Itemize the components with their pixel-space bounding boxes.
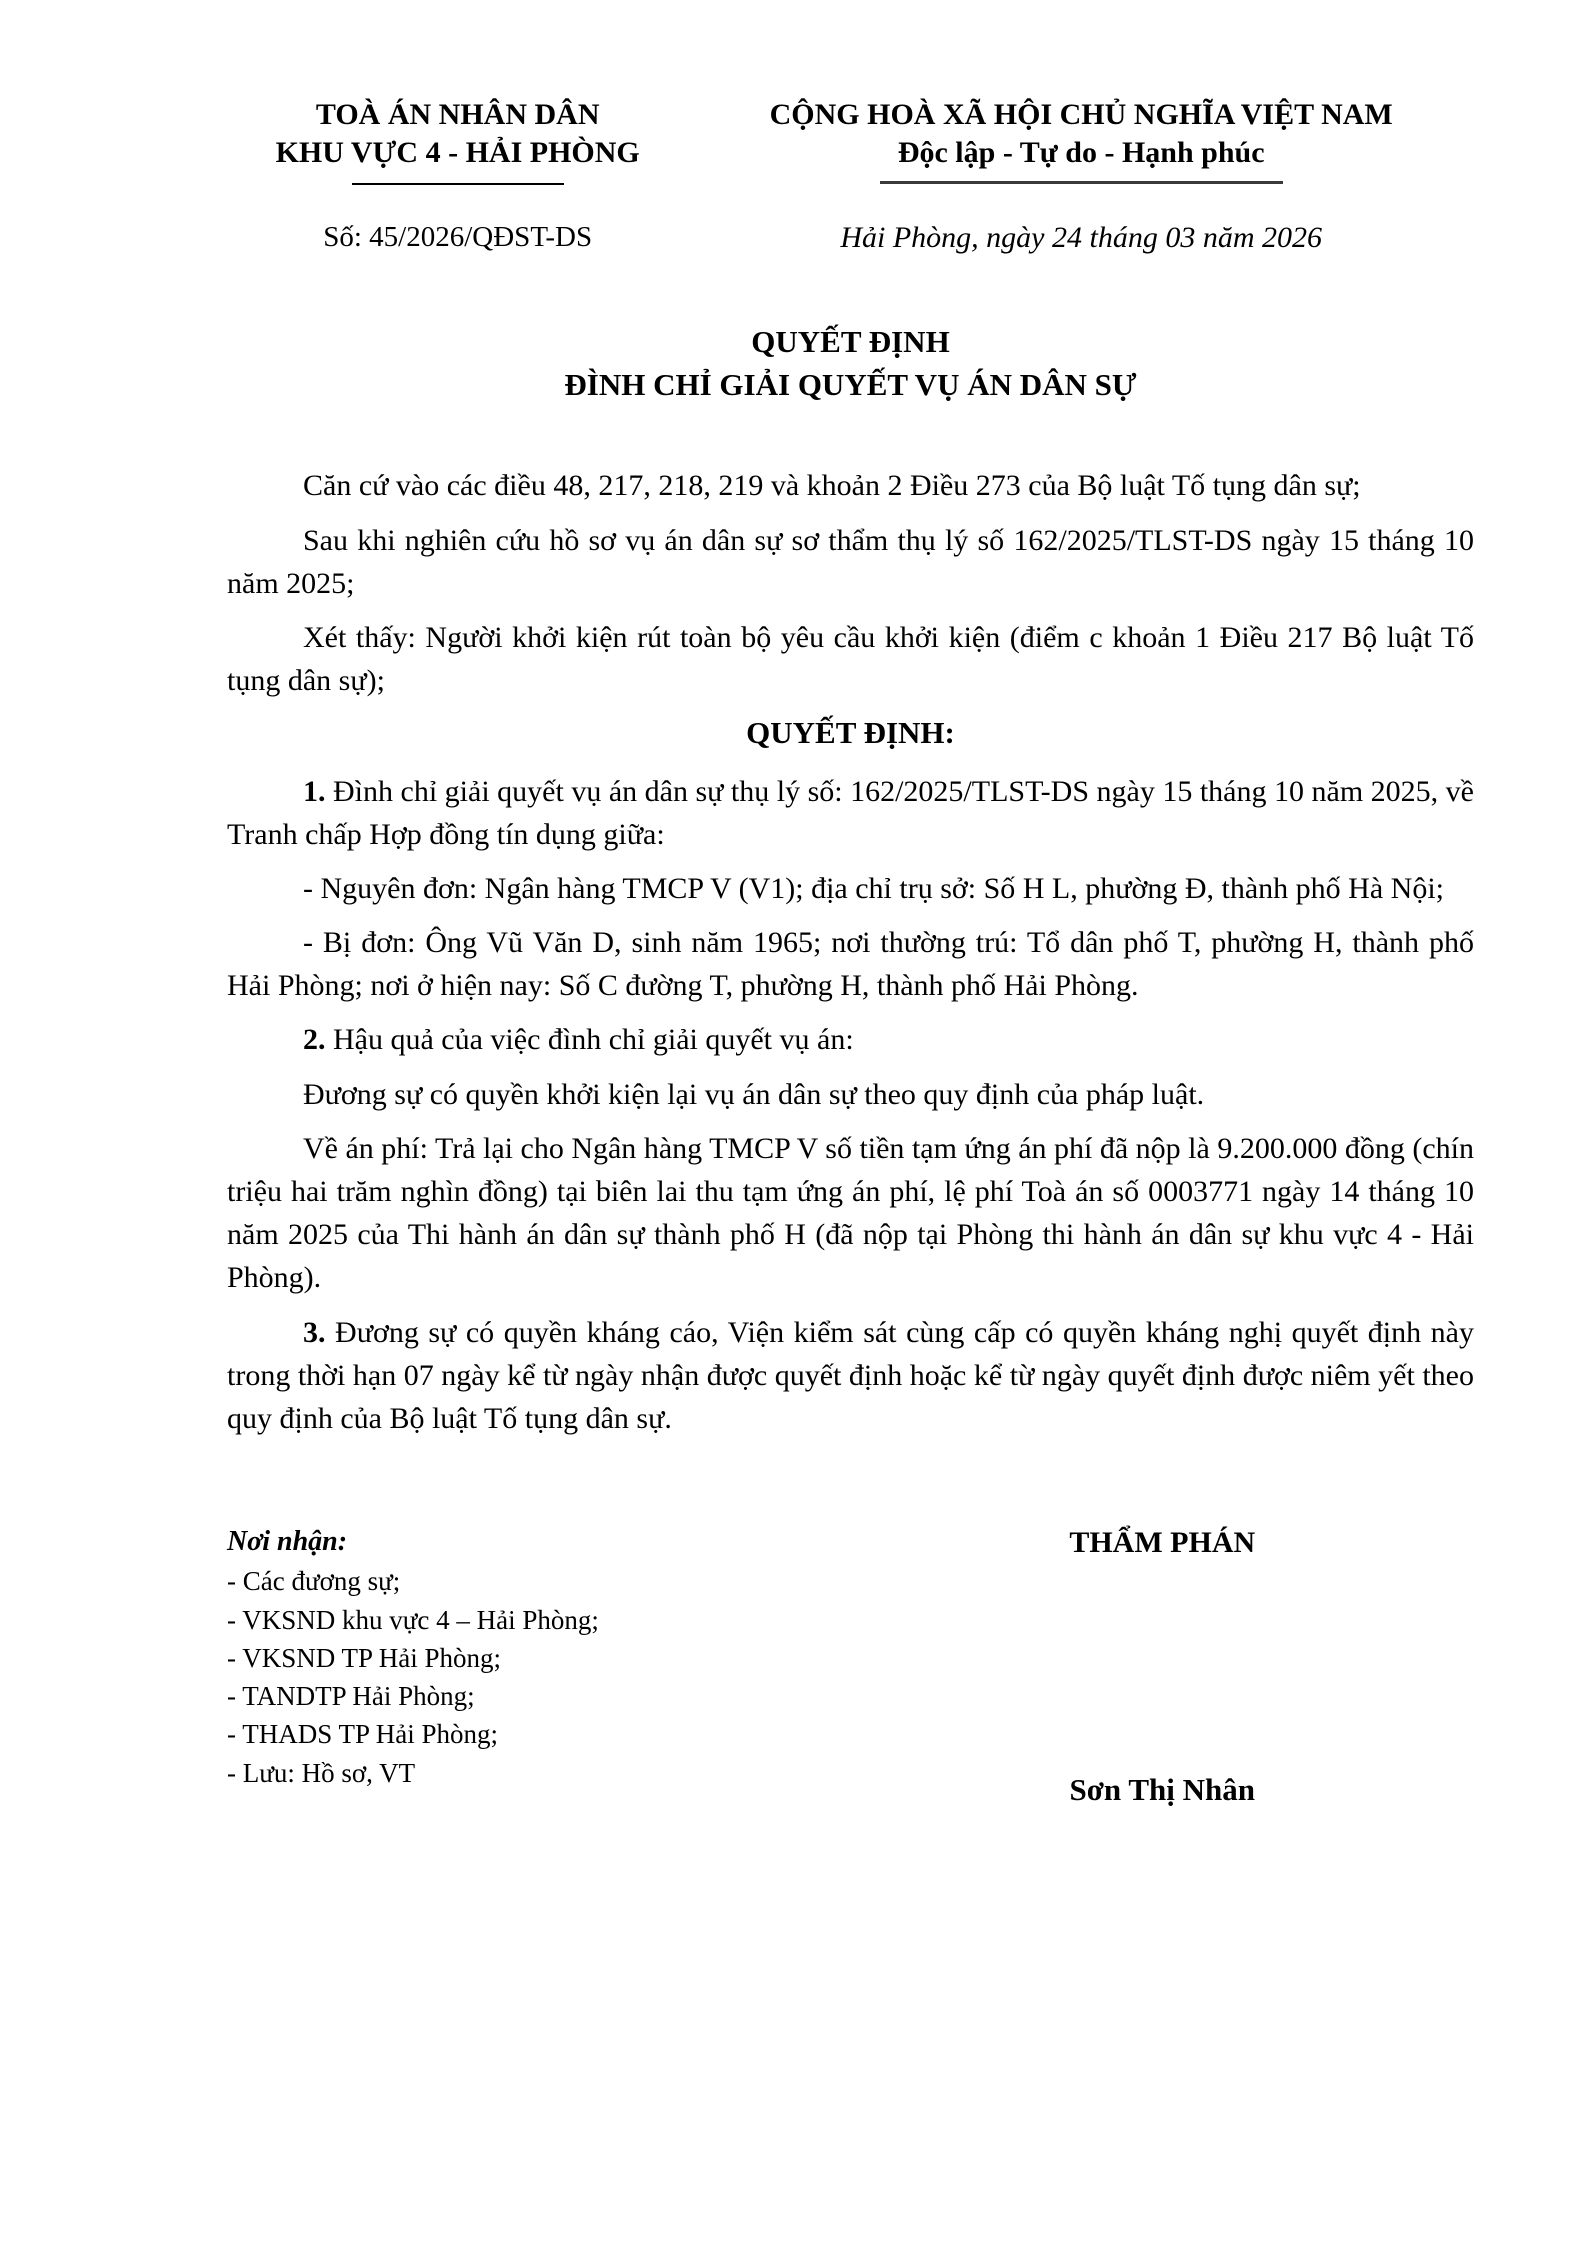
document-header <box>227 96 1474 185</box>
paragraph-article-2-number: 2. <box>303 1023 326 1057</box>
court-underline <box>352 183 564 185</box>
recipient-item: - THADS TP Hải Phòng; <box>227 1719 499 1750</box>
paragraph-article-2 <box>227 1018 1474 1061</box>
paragraph-article-3 <box>227 1311 1474 1441</box>
paragraph-article-3-text: Đương sự có quyền kháng cáo, Viện kiểm sát cùng cấp có quyền kháng nghị quyết định này trong thời hạn 07 ngày kể từ ngày nhận được quyết định hoặc kể từ ngày quyết định được niêm yết theo quy định của Bộ luật Tố tụng dân sự. <box>227 1315 1474 1435</box>
signature-block <box>851 1526 1475 1808</box>
paragraph-article-1 <box>227 770 1474 856</box>
paragraph-article-3-number: 3. <box>303 1315 326 1349</box>
meta-row <box>227 221 1474 255</box>
issuing-court-block <box>227 96 688 185</box>
recipient-item: - TANDTP Hải Phòng; <box>227 1681 475 1712</box>
national-title: CỘNG HOÀ XÃ HỘI CHỦ NGHĨA VIỆT NAM <box>769 98 1393 131</box>
paragraph-article-1-number: 1. <box>303 774 326 808</box>
signer-name: Sơn Thị Nhân <box>1069 1772 1255 1808</box>
paragraph-defendant: - Bị đơn: Ông Vũ Văn D, sinh năm 1965; nơi thường trú: Tổ dân phố T, phường H, thành phố Hải Phòng; nơi ở hiện nay: Số C đường T, phường H, thành phố Hải Phòng. <box>227 926 1474 1003</box>
paragraph-basis: Căn cứ vào các điều 48, 217, 218, 219 và khoản 2 Điều 273 của Bộ luật Tố tụng dân sự; <box>303 469 1361 503</box>
document-number: Số: 45/2026/QĐST-DS <box>323 220 593 253</box>
court-name-line2: KHU VỰC 4 - HẢI PHÒNG <box>275 136 640 170</box>
national-heading-block <box>688 96 1474 184</box>
recipient-item: - Các đương sự; <box>227 1566 401 1597</box>
decision-heading: QUYẾT ĐỊNH: <box>746 715 955 751</box>
document-title-line1: QUYẾT ĐỊNH <box>751 323 950 359</box>
document-footer <box>227 1526 1474 1808</box>
recipient-item: - VKSND khu vực 4 – Hải Phòng; <box>227 1604 599 1635</box>
paragraph-finding: Xét thấy: Người khởi kiện rút toàn bộ yêu cầu khởi kiện (điểm c khoản 1 Điều 217 Bộ luật Tố tụng dân sự); <box>227 620 1474 698</box>
paragraph-right-to-refile: Đương sự có quyền khởi kiện lại vụ án dân sự theo quy định của pháp luật. <box>303 1077 1205 1111</box>
signer-role: THẨM PHÁN <box>1069 1526 1256 1560</box>
document-title <box>227 321 1474 407</box>
paragraph-court-fee: Về án phí: Trả lại cho Ngân hàng TMCP V số tiền tạm ứng án phí đã nộp là 9.200.000 đồng (chín triệu hai trăm nghìn đồng) tại biên lai thu tạm ứng án phí, lệ phí Toà án số 0003771 ngày 14 tháng 10 năm 2025 của Thi hành án dân sự thành phố H (đã nộp tại Phòng thi hành án dân sự khu vực 4 - Hải Phòng). <box>227 1131 1474 1295</box>
paragraph-article-1-text: Đình chỉ giải quyết vụ án dân sự thụ lý số: 162/2025/TLST-DS ngày 15 tháng 10 năm 2025, về Tranh chấp Hợp đồng tín dụng giữa: <box>227 774 1474 851</box>
national-motto <box>688 134 1474 183</box>
paragraph-article-2-text: Hậu quả của việc đình chỉ giải quyết vụ án: <box>325 1023 854 1057</box>
paragraph-review: Sau khi nghiên cứu hồ sơ vụ án dân sự sơ thẩm thụ lý số 162/2025/TLST-DS ngày 15 tháng 10 năm 2025; <box>227 523 1474 600</box>
recipient-item: - VKSND TP Hải Phòng; <box>227 1642 502 1673</box>
court-name-line1: TOÀ ÁN NHÂN DÂN <box>315 98 600 131</box>
recipients-block <box>227 1526 851 1808</box>
paragraph-plaintiff: - Nguyên đơn: Ngân hàng TMCP V (V1); địa chỉ trụ sở: Số H L, phường Đ, thành phố Hà Nội; <box>303 871 1444 905</box>
document-body <box>227 464 1474 1440</box>
place-and-date: Hải Phòng, ngày 24 tháng 03 năm 2026 <box>840 220 1322 254</box>
recipients-label: Nơi nhận: <box>227 1526 348 1558</box>
motto-text: Độc lập - Tự do - Hạnh phúc <box>880 134 1283 183</box>
recipient-item: - Lưu: Hồ sơ, VT <box>227 1757 416 1788</box>
document-title-line2: ĐÌNH CHỈ GIẢI QUYẾT VỤ ÁN DÂN SỰ <box>564 366 1137 402</box>
